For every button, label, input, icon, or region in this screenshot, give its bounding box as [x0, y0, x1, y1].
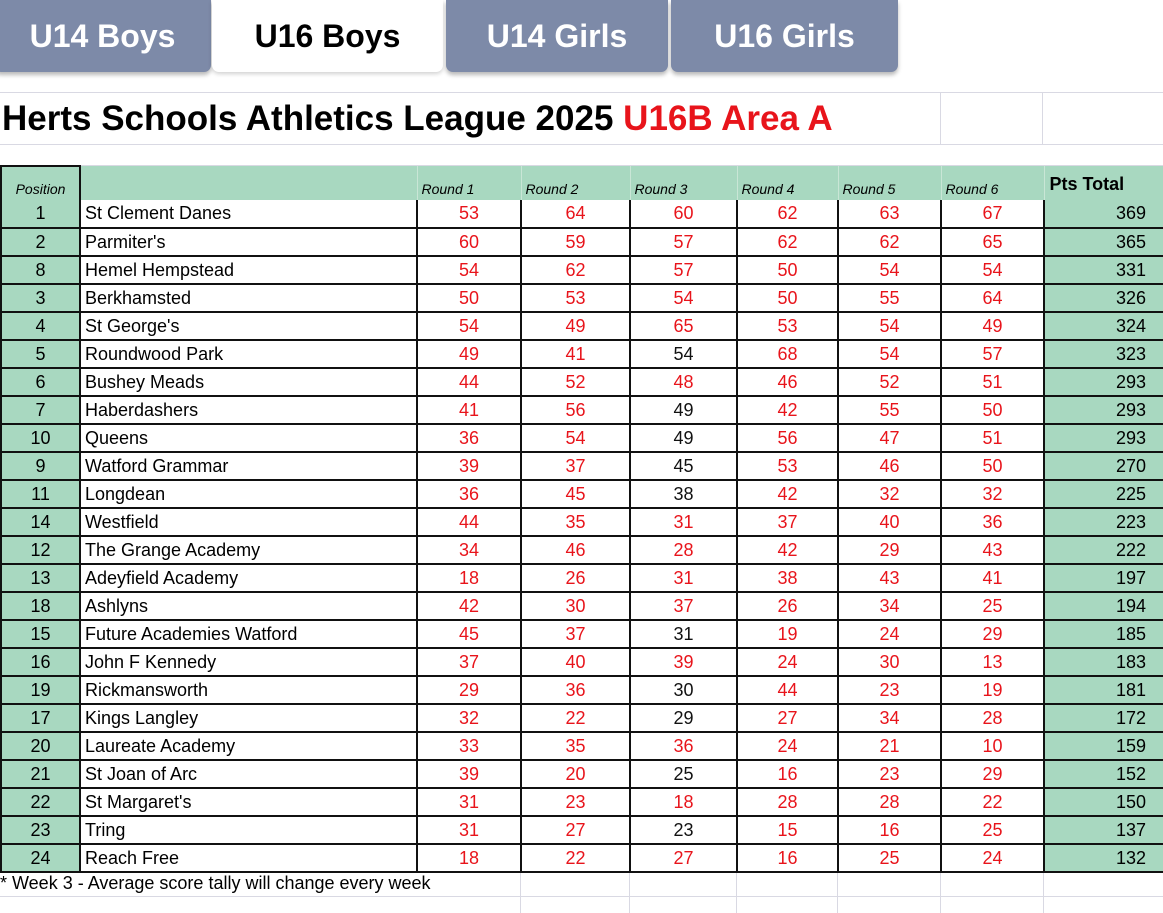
header-round-6: Round 6: [941, 166, 1044, 200]
round-1-score-cell: 32: [417, 704, 521, 732]
round-2-score-cell: 35: [521, 732, 630, 760]
school-name-cell: St George's: [80, 312, 417, 340]
round-2-score-cell: 53: [521, 284, 630, 312]
round-4-score-cell: 42: [737, 536, 838, 564]
round-6-score-cell: 64: [941, 284, 1044, 312]
round-4-score-cell: 42: [737, 396, 838, 424]
round-3-score-cell: 31: [630, 564, 737, 592]
position-cell: 6: [1, 368, 80, 396]
pts-total-cell: 172: [1044, 704, 1163, 732]
title-division: U16B Area A: [623, 99, 833, 138]
round-2-score-cell: 62: [521, 256, 630, 284]
round-3-score-cell: 18: [630, 788, 737, 816]
table-row: [1, 340, 1163, 368]
position-cell: 1: [1, 200, 80, 228]
round-4-score-cell: 15: [737, 816, 838, 844]
round-1-score-cell: 60: [417, 228, 521, 256]
position-cell: 8: [1, 256, 80, 284]
round-5-score-cell: 47: [838, 424, 941, 452]
header-round-2: Round 2: [521, 166, 630, 200]
header-round-5: Round 5: [838, 166, 941, 200]
round-6-score-cell: 65: [941, 228, 1044, 256]
round-1-score-cell: 34: [417, 536, 521, 564]
header-position: Position: [1, 166, 80, 200]
pts-total-cell: 222: [1044, 536, 1163, 564]
round-4-score-cell: 28: [737, 788, 838, 816]
table-header-row: [1, 166, 1163, 200]
school-name-cell: Queens: [80, 424, 417, 452]
round-6-score-cell: 32: [941, 480, 1044, 508]
pts-total-cell: 369: [1044, 200, 1163, 228]
school-name-cell: John F Kennedy: [80, 648, 417, 676]
round-1-score-cell: 50: [417, 284, 521, 312]
pts-total-cell: 324: [1044, 312, 1163, 340]
position-cell: 18: [1, 592, 80, 620]
round-6-score-cell: 29: [941, 620, 1044, 648]
round-1-score-cell: 33: [417, 732, 521, 760]
pts-total-cell: 194: [1044, 592, 1163, 620]
round-4-score-cell: 24: [737, 732, 838, 760]
position-cell: 17: [1, 704, 80, 732]
position-cell: 3: [1, 284, 80, 312]
school-name-cell: Rickmansworth: [80, 676, 417, 704]
round-2-score-cell: 41: [521, 340, 630, 368]
round-2-score-cell: 59: [521, 228, 630, 256]
school-name-cell: Bushey Meads: [80, 368, 417, 396]
table-row: [1, 816, 1163, 844]
position-cell: 21: [1, 760, 80, 788]
position-cell: 9: [1, 452, 80, 480]
round-6-score-cell: 51: [941, 368, 1044, 396]
table-row: [1, 284, 1163, 312]
round-4-score-cell: 24: [737, 648, 838, 676]
pts-total-cell: 181: [1044, 676, 1163, 704]
round-3-score-cell: 65: [630, 312, 737, 340]
table-row: [1, 704, 1163, 732]
round-3-score-cell: 37: [630, 592, 737, 620]
position-cell: 12: [1, 536, 80, 564]
round-2-score-cell: 35: [521, 508, 630, 536]
round-5-score-cell: 54: [838, 312, 941, 340]
school-name-cell: Parmiter's: [80, 228, 417, 256]
round-5-score-cell: 52: [838, 368, 941, 396]
table-row: [1, 508, 1163, 536]
round-3-score-cell: 39: [630, 648, 737, 676]
round-4-score-cell: 62: [737, 228, 838, 256]
round-3-score-cell: 48: [630, 368, 737, 396]
round-3-score-cell: 27: [630, 844, 737, 872]
table-row: [1, 760, 1163, 788]
header-school: [80, 166, 417, 200]
round-4-score-cell: 53: [737, 312, 838, 340]
pts-total-cell: 293: [1044, 368, 1163, 396]
round-1-score-cell: 18: [417, 564, 521, 592]
position-cell: 19: [1, 676, 80, 704]
round-5-score-cell: 46: [838, 452, 941, 480]
pts-total-cell: 150: [1044, 788, 1163, 816]
round-4-score-cell: 53: [737, 452, 838, 480]
round-2-score-cell: 64: [521, 200, 630, 228]
table-row: [1, 536, 1163, 564]
table-row: [1, 452, 1163, 480]
position-cell: 2: [1, 228, 80, 256]
round-1-score-cell: 42: [417, 592, 521, 620]
round-1-score-cell: 54: [417, 312, 521, 340]
round-1-score-cell: 44: [417, 368, 521, 396]
pts-total-cell: 197: [1044, 564, 1163, 592]
round-1-score-cell: 45: [417, 620, 521, 648]
round-2-score-cell: 49: [521, 312, 630, 340]
school-name-cell: Haberdashers: [80, 396, 417, 424]
position-cell: 22: [1, 788, 80, 816]
round-2-score-cell: 23: [521, 788, 630, 816]
page-title: [2, 96, 833, 142]
round-2-score-cell: 37: [521, 620, 630, 648]
position-cell: 23: [1, 816, 80, 844]
tab-u16-boys[interactable]: U16 Boys: [212, 0, 443, 72]
header-round-3: Round 3: [630, 166, 737, 200]
school-name-cell: Adeyfield Academy: [80, 564, 417, 592]
round-3-score-cell: 31: [630, 508, 737, 536]
pts-total-cell: 293: [1044, 396, 1163, 424]
table-row: [1, 732, 1163, 760]
league-table: [0, 165, 1163, 873]
round-4-score-cell: 16: [737, 844, 838, 872]
round-4-score-cell: 68: [737, 340, 838, 368]
round-3-score-cell: 57: [630, 228, 737, 256]
round-4-score-cell: 62: [737, 200, 838, 228]
round-2-score-cell: 30: [521, 592, 630, 620]
round-5-score-cell: 63: [838, 200, 941, 228]
round-4-score-cell: 50: [737, 284, 838, 312]
school-name-cell: Reach Free: [80, 844, 417, 872]
round-4-score-cell: 44: [737, 676, 838, 704]
round-6-score-cell: 28: [941, 704, 1044, 732]
round-5-score-cell: 43: [838, 564, 941, 592]
round-6-score-cell: 36: [941, 508, 1044, 536]
round-4-score-cell: 38: [737, 564, 838, 592]
round-5-score-cell: 54: [838, 256, 941, 284]
pts-total-cell: 159: [1044, 732, 1163, 760]
pts-total-cell: 223: [1044, 508, 1163, 536]
pts-total-cell: 270: [1044, 452, 1163, 480]
round-1-score-cell: 39: [417, 760, 521, 788]
round-6-score-cell: 24: [941, 844, 1044, 872]
round-3-score-cell: 49: [630, 424, 737, 452]
table-row: [1, 844, 1163, 872]
round-6-score-cell: 54: [941, 256, 1044, 284]
pts-total-cell: 225: [1044, 480, 1163, 508]
position-cell: 4: [1, 312, 80, 340]
round-2-score-cell: 54: [521, 424, 630, 452]
round-1-score-cell: 53: [417, 200, 521, 228]
round-5-score-cell: 16: [838, 816, 941, 844]
round-1-score-cell: 39: [417, 452, 521, 480]
round-3-score-cell: 31: [630, 620, 737, 648]
pts-total-cell: 323: [1044, 340, 1163, 368]
position-cell: 15: [1, 620, 80, 648]
school-name-cell: The Grange Academy: [80, 536, 417, 564]
round-5-score-cell: 23: [838, 760, 941, 788]
round-1-score-cell: 37: [417, 648, 521, 676]
round-6-score-cell: 13: [941, 648, 1044, 676]
table-row: [1, 396, 1163, 424]
round-5-score-cell: 40: [838, 508, 941, 536]
header-round-4: Round 4: [737, 166, 838, 200]
round-2-score-cell: 56: [521, 396, 630, 424]
table-row: [1, 564, 1163, 592]
round-3-score-cell: 23: [630, 816, 737, 844]
table-row: [1, 256, 1163, 284]
round-1-score-cell: 29: [417, 676, 521, 704]
position-cell: 20: [1, 732, 80, 760]
round-5-score-cell: 23: [838, 676, 941, 704]
tab-u16-girls[interactable]: U16 Girls: [671, 0, 898, 72]
school-name-cell: Future Academies Watford: [80, 620, 417, 648]
position-cell: 14: [1, 508, 80, 536]
tab-u14-girls[interactable]: U14 Girls: [446, 0, 668, 72]
pts-total-cell: 293: [1044, 424, 1163, 452]
round-4-score-cell: 26: [737, 592, 838, 620]
school-name-cell: Ashlyns: [80, 592, 417, 620]
position-cell: 5: [1, 340, 80, 368]
round-6-score-cell: 41: [941, 564, 1044, 592]
position-cell: 11: [1, 480, 80, 508]
round-2-score-cell: 22: [521, 844, 630, 872]
round-3-score-cell: 36: [630, 732, 737, 760]
footnote: * Week 3 - Average score tally will change every week: [0, 873, 431, 893]
table-row: [1, 592, 1163, 620]
table-row: [1, 648, 1163, 676]
round-3-score-cell: 25: [630, 760, 737, 788]
school-name-cell: Longdean: [80, 480, 417, 508]
round-5-score-cell: 55: [838, 284, 941, 312]
round-4-score-cell: 56: [737, 424, 838, 452]
round-6-score-cell: 50: [941, 396, 1044, 424]
table-row: [1, 312, 1163, 340]
round-1-score-cell: 31: [417, 816, 521, 844]
school-name-cell: Kings Langley: [80, 704, 417, 732]
school-name-cell: Laureate Academy: [80, 732, 417, 760]
round-4-score-cell: 42: [737, 480, 838, 508]
school-name-cell: St Joan of Arc: [80, 760, 417, 788]
round-5-score-cell: 32: [838, 480, 941, 508]
round-6-score-cell: 50: [941, 452, 1044, 480]
header-round-1: Round 1: [417, 166, 521, 200]
round-3-score-cell: 29: [630, 704, 737, 732]
round-2-score-cell: 40: [521, 648, 630, 676]
table-row: [1, 480, 1163, 508]
round-2-score-cell: 27: [521, 816, 630, 844]
table-row: [1, 228, 1163, 256]
school-name-cell: Watford Grammar: [80, 452, 417, 480]
round-4-score-cell: 19: [737, 620, 838, 648]
pts-total-cell: 152: [1044, 760, 1163, 788]
table-row: [1, 676, 1163, 704]
pts-total-cell: 185: [1044, 620, 1163, 648]
round-3-score-cell: 49: [630, 396, 737, 424]
round-5-score-cell: 62: [838, 228, 941, 256]
round-5-score-cell: 24: [838, 620, 941, 648]
round-4-score-cell: 37: [737, 508, 838, 536]
round-2-score-cell: 26: [521, 564, 630, 592]
round-1-score-cell: 41: [417, 396, 521, 424]
round-4-score-cell: 27: [737, 704, 838, 732]
header-pts-total: Pts Total: [1044, 166, 1163, 200]
round-3-score-cell: 60: [630, 200, 737, 228]
school-name-cell: St Margaret's: [80, 788, 417, 816]
school-name-cell: Hemel Hempstead: [80, 256, 417, 284]
pts-total-cell: 331: [1044, 256, 1163, 284]
round-3-score-cell: 45: [630, 452, 737, 480]
school-name-cell: Berkhamsted: [80, 284, 417, 312]
round-5-score-cell: 55: [838, 396, 941, 424]
round-6-score-cell: 67: [941, 200, 1044, 228]
table-row: [1, 200, 1163, 228]
round-2-score-cell: 52: [521, 368, 630, 396]
school-name-cell: Tring: [80, 816, 417, 844]
sheet-tab-bar: [0, 0, 1163, 78]
round-3-score-cell: 30: [630, 676, 737, 704]
round-6-score-cell: 49: [941, 312, 1044, 340]
table-row: [1, 788, 1163, 816]
round-6-score-cell: 25: [941, 816, 1044, 844]
table-row: [1, 620, 1163, 648]
position-cell: 24: [1, 844, 80, 872]
table-row: [1, 368, 1163, 396]
round-5-score-cell: 28: [838, 788, 941, 816]
round-1-score-cell: 44: [417, 508, 521, 536]
round-1-score-cell: 49: [417, 340, 521, 368]
tab-u14-boys[interactable]: U14 Boys: [0, 0, 211, 72]
round-5-score-cell: 34: [838, 704, 941, 732]
round-6-score-cell: 22: [941, 788, 1044, 816]
round-2-score-cell: 37: [521, 452, 630, 480]
position-cell: 7: [1, 396, 80, 424]
round-6-score-cell: 10: [941, 732, 1044, 760]
round-6-score-cell: 51: [941, 424, 1044, 452]
position-cell: 16: [1, 648, 80, 676]
round-4-score-cell: 50: [737, 256, 838, 284]
round-3-score-cell: 28: [630, 536, 737, 564]
position-cell: 13: [1, 564, 80, 592]
round-6-score-cell: 57: [941, 340, 1044, 368]
pts-total-cell: 326: [1044, 284, 1163, 312]
table-row: [1, 424, 1163, 452]
title-main: Herts Schools Athletics League 2025: [2, 99, 614, 138]
round-5-score-cell: 29: [838, 536, 941, 564]
round-5-score-cell: 21: [838, 732, 941, 760]
round-3-score-cell: 38: [630, 480, 737, 508]
position-cell: 10: [1, 424, 80, 452]
round-2-score-cell: 20: [521, 760, 630, 788]
pts-total-cell: 183: [1044, 648, 1163, 676]
round-5-score-cell: 25: [838, 844, 941, 872]
school-name-cell: Westfield: [80, 508, 417, 536]
round-6-score-cell: 29: [941, 760, 1044, 788]
round-4-score-cell: 46: [737, 368, 838, 396]
school-name-cell: Roundwood Park: [80, 340, 417, 368]
round-1-score-cell: 36: [417, 424, 521, 452]
round-4-score-cell: 16: [737, 760, 838, 788]
round-1-score-cell: 18: [417, 844, 521, 872]
pts-total-cell: 132: [1044, 844, 1163, 872]
pts-total-cell: 137: [1044, 816, 1163, 844]
round-5-score-cell: 34: [838, 592, 941, 620]
round-2-score-cell: 36: [521, 676, 630, 704]
round-1-score-cell: 36: [417, 480, 521, 508]
round-6-score-cell: 25: [941, 592, 1044, 620]
round-5-score-cell: 30: [838, 648, 941, 676]
round-3-score-cell: 54: [630, 284, 737, 312]
school-name-cell: St Clement Danes: [80, 200, 417, 228]
round-1-score-cell: 54: [417, 256, 521, 284]
round-5-score-cell: 54: [838, 340, 941, 368]
round-6-score-cell: 43: [941, 536, 1044, 564]
round-2-score-cell: 22: [521, 704, 630, 732]
round-3-score-cell: 54: [630, 340, 737, 368]
round-3-score-cell: 57: [630, 256, 737, 284]
round-6-score-cell: 19: [941, 676, 1044, 704]
pts-total-cell: 365: [1044, 228, 1163, 256]
round-1-score-cell: 31: [417, 788, 521, 816]
round-2-score-cell: 45: [521, 480, 630, 508]
round-2-score-cell: 46: [521, 536, 630, 564]
